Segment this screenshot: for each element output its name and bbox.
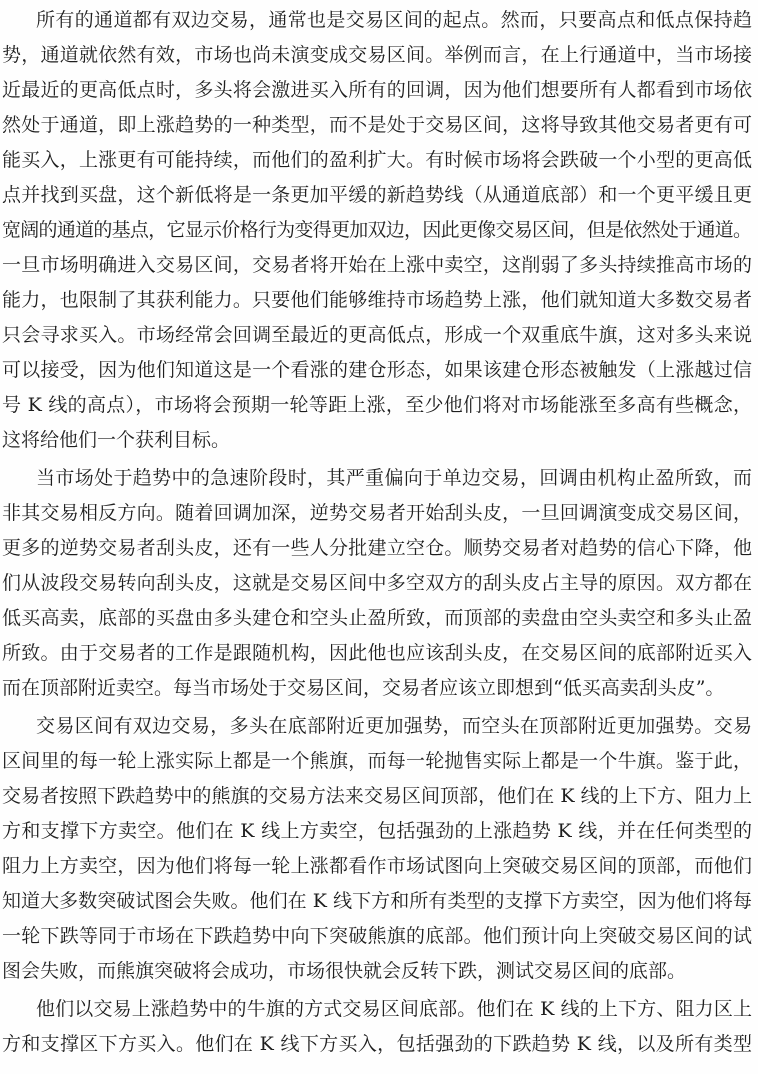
text-line: 所有的通道都有双边交易，通常也是交易区间的起点。然而，只要高点和低点保持趋 [36,9,753,31]
text-line: 阻力上方卖空，因为他们将每一轮上涨都看作市场试图向上突破交易区间的顶部，而他们 [2,855,753,877]
text-line: 图会失败，而熊旗突破将会成功，市场很快就会反转下跌，测试交易区间的底部。 [2,960,687,982]
text-line: 交易者按照下跌趋势中的熊旗的交易方法来交易区间顶部，他们在 K 线的上下方、阻力上 [2,785,753,807]
text-line: 势，通道就依然有效，市场也尚未演变成交易区间。举例而言，在上行通道中，当市场接 [2,44,753,66]
text-line: 低买高卖，底部的买盘由多头建仓和空头止盈所致，而顶部的卖盘由空头卖空和多头止盈 [2,607,753,629]
text-line: 一轮下跌等同于市场在下跌趋势中向下突破熊旗的底部。他们预计向上突破交易区间的试 [2,925,753,947]
text-line: 一旦市场明确进入交易区间，交易者将开始在上涨中卖空，这削弱了多头持续推高市场的 [2,254,753,276]
text-line: 近最近的更高低点时，多头将会激进买入所有的回调，因为他们想要所有人都看到市场依 [2,79,753,101]
text-line: 只会寻求买入。市场经常会回调至最近的更高低点，形成一个双重底牛旗，这对多头来说 [2,324,753,346]
text-line: 方和支撑区下方买入。他们在 K 线下方买入，包括强劲的下跌趋势 K 线，以及所有类型 [2,1033,753,1055]
text-line: 交易区间有双边交易，多头在底部附近更加强势，而空头在顶部附近更加强势。交易 [36,715,753,737]
text-line: 然处于通道，即上涨趋势的一种类型，而不是处于交易区间，这将导致其他交易者更有可 [2,114,753,136]
text-line: 这将给他们一个获利目标。 [2,429,231,451]
text-line: 更多的逆势交易者刮头皮，还有一些人分批建立空仓。顺势交易者对趋势的信心下降，他 [2,537,753,559]
text-line: 知道大多数突破试图会失败。他们在 K 线下方和所有类型的支撑下方卖空，因为他们将每 [2,890,753,912]
text-line: 方和支撑下方卖空。他们在 K 线上方卖空，包括强劲的上涨趋势 K 线，并在任何类型的 [2,820,753,842]
text-line: 能力，也限制了其获利能力。只要他们能够维持市场趋势上涨，他们就知道大多数交易者 [2,289,753,311]
text-line: 宽阔的通道的基点，它显示价格行为变得更加双边，因此更像交易区间，但是依然处于通道。 [2,219,752,241]
text-line: 所致。由于交易者的工作是跟随机构，因此他也应该刮头皮，在交易区间的底部附近买入 [2,642,753,664]
text-line: 可以接受，因为他们知道这是一个看涨的建仓形态，如果该建仓形态被触发（上涨越过信 [2,359,753,381]
text-line: 非其交易相反方向。随着回调加深，逆势交易者开始刮头皮，一旦回调演变成交易区间， [2,502,753,524]
text-line: 点并找到买盘，这个新低将是一条更加平缓的新趋势线（从通道底部）和一个更平缓且更 [2,184,753,206]
text-line: 而在顶部附近卖空。每当市场处于交易区间，交易者应该立即想到“低买高卖刮头皮”。 [2,677,725,699]
text-line: 们从波段交易转向刮头皮，这就是交易区间中多空双方的刮头皮占主导的原因。双方都在 [2,572,753,594]
text-line: 他们以交易上涨趋势中的牛旗的方式交易区间底部。他们在 K 线的上下方、阻力区上 [36,998,753,1020]
text-line: 区间里的每一轮上涨实际上都是一个熊旗，而每一轮抛售实际上都是一个牛旗。鉴于此， [2,750,753,772]
text-line: 能买入，上涨更有可能持续，而他们的盈利扩大。有时候市场将会跌破一个小型的更高低 [2,149,753,171]
text-line: 当市场处于趋势中的急速阶段时，其严重偏向于单边交易，回调由机构止盈所致，而 [36,467,753,489]
text-line: 号 K 线的高点），市场将会预期一轮等距上涨，至少他们将对市场能涨至多高有些概念， [2,394,753,416]
